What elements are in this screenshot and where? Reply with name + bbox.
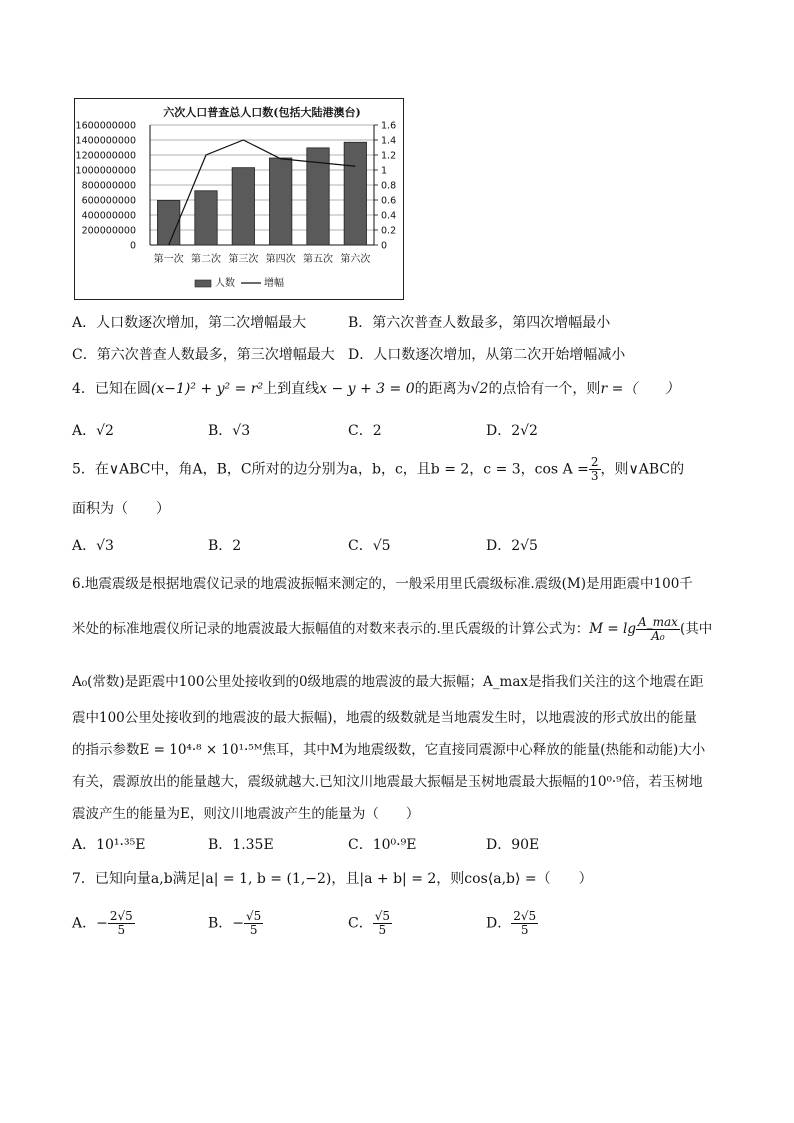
q7-option-b-fraction bbox=[244, 910, 263, 937]
x-tick-label: 第三次 bbox=[228, 254, 259, 265]
population-chart-svg bbox=[75, 99, 402, 298]
q4-option-a[interactable]: A．√2 bbox=[72, 423, 114, 439]
q5-option-b[interactable]: B．2 bbox=[208, 538, 242, 554]
legend-bar-label: 人数 bbox=[215, 278, 235, 289]
q7-option-a-den: 5 bbox=[117, 923, 126, 937]
right-tick-label: 0 bbox=[381, 240, 388, 252]
q7-option-b-den: 5 bbox=[249, 923, 258, 937]
q5-option-a[interactable]: A．√3 bbox=[72, 538, 114, 554]
bar-3 bbox=[232, 168, 254, 245]
q6-option-d[interactable]: D．90E bbox=[486, 837, 540, 853]
q6-line4: 震中100公里处接收到的地震波的最大振幅)，地震的级数就是当地震发生时，以地震波的形式放出的能量 bbox=[72, 710, 698, 726]
q7-option-b-sign: B．− bbox=[208, 915, 245, 932]
q4-text-3: 的距离为 bbox=[414, 381, 471, 397]
q6-line5: 的指示参数E = 10⁴·⁸ × 10¹·⁵ᴹ焦耳，其中M为地震级数，它直接同震源中心释放的能量(热能和动能)大小 bbox=[72, 742, 706, 758]
q5-cos-fraction bbox=[589, 456, 601, 483]
q4-text-4: 的点恰有一个，则 bbox=[488, 381, 601, 397]
q7-option-a-fraction bbox=[108, 910, 135, 937]
q4-option-d[interactable]: D．2√2 bbox=[486, 423, 538, 439]
right-tick-label: 0.2 bbox=[381, 225, 397, 237]
right-tick-label: 1 bbox=[381, 165, 388, 177]
legend-line-label: 增幅 bbox=[264, 278, 284, 289]
q5-frac-num: 2 bbox=[590, 455, 599, 469]
q7-option-d-sign: D． bbox=[486, 915, 512, 932]
population-chart bbox=[74, 98, 404, 300]
q5-stem-line2: 面积为（ ） bbox=[72, 501, 170, 517]
legend-bar-swatch bbox=[195, 280, 211, 287]
q7-option-d-num: 2√5 bbox=[513, 909, 537, 923]
x-tick-label: 第四次 bbox=[265, 254, 296, 265]
q5-option-d[interactable]: D．2√5 bbox=[486, 538, 538, 554]
q4-text-1: 4．已知在圆 bbox=[72, 381, 151, 397]
q7-option-a[interactable] bbox=[72, 910, 135, 937]
right-tick-label: 1.4 bbox=[381, 135, 397, 147]
right-tick-label: 1.2 bbox=[381, 150, 397, 162]
q7-stem: 7．已知向量a,b满足|a| = 1, b = (1,−2)，且|a + b| = 2，则cos⟨a,b⟩ =（ ） bbox=[72, 871, 593, 887]
q6-formula-den: A₀ bbox=[651, 629, 665, 643]
x-tick-label: 第六次 bbox=[340, 254, 371, 265]
left-tick-label: 1600000000 bbox=[75, 120, 136, 132]
right-tick-label: 0.6 bbox=[381, 195, 397, 207]
q4-line-eq: x − y + 3 = 0 bbox=[319, 381, 415, 397]
q4-option-c[interactable]: C．2 bbox=[348, 423, 382, 439]
q7-option-b[interactable] bbox=[208, 910, 263, 937]
left-tick-label: 0 bbox=[129, 240, 136, 252]
q6-line7: 震波产生的能量为E，则汶川地震波产生的能量为（ ） bbox=[72, 806, 420, 822]
q4-text-2: 上到直线 bbox=[263, 381, 320, 397]
q5-text-1: 5．在∨ABC中，角A，B，C所对的边分别为a，b，c，且b = 2，c = 3，cos A = bbox=[72, 461, 589, 478]
q7-option-b-num: √5 bbox=[246, 909, 262, 923]
left-tick-label: 1200000000 bbox=[75, 150, 136, 162]
q5-option-c[interactable]: C．√5 bbox=[348, 538, 391, 554]
q7-option-a-sign: A．− bbox=[72, 915, 108, 932]
bar-2 bbox=[195, 191, 217, 245]
q6-line1: 6.地震震级是根据地震仪记录的地震波振幅来测定的，一般采用里氏震级标准.震级(M)是用距震中100千 bbox=[72, 576, 693, 592]
q4-text-5: r =（ ） bbox=[600, 381, 680, 397]
bar-1 bbox=[157, 200, 179, 245]
q6-formula-num: A_max bbox=[637, 615, 678, 629]
right-tick-label: 0.8 bbox=[381, 180, 397, 192]
q5-stem-line1 bbox=[72, 456, 684, 483]
q6-option-a[interactable]: A．10¹·³⁵E bbox=[72, 837, 146, 853]
q7-option-a-num: 2√5 bbox=[109, 909, 133, 923]
x-tick-label: 第五次 bbox=[303, 254, 333, 265]
q4-circle-eq: (x−1)² + y² = r² bbox=[150, 381, 264, 397]
left-tick-label: 800000000 bbox=[81, 180, 136, 192]
q7-option-d[interactable] bbox=[486, 910, 538, 937]
q5-frac-den: 3 bbox=[590, 469, 599, 483]
q3-option-c[interactable]: C．第六次普查人数最多，第三次增幅最大 bbox=[72, 347, 335, 363]
left-tick-label: 400000000 bbox=[81, 210, 136, 222]
q7-option-c-fraction bbox=[373, 910, 392, 937]
q4-option-b[interactable]: B．√3 bbox=[208, 423, 251, 439]
chart-title: 六次人口普查总人口数(包括大陆港澳台) bbox=[163, 106, 361, 119]
left-tick-label: 1000000000 bbox=[75, 165, 136, 177]
left-tick-label: 1400000000 bbox=[75, 135, 136, 147]
q6-option-c[interactable]: C．10⁰·⁹E bbox=[348, 837, 417, 853]
q6-line6: 有关，震源放出的能量越大，震级就越大.已知汶川地震最大振幅是玉树地震最大振幅的10⁰·⁹倍，若玉树地 bbox=[72, 774, 703, 790]
q7-option-c-sign: C． bbox=[348, 915, 373, 932]
q6-text-2: 米处的标准地震仪所记录的地震波最大振幅值的对数来表示的.里氏震级的计算公式为： bbox=[72, 621, 590, 637]
q6-option-b[interactable]: B．1.35E bbox=[208, 837, 274, 853]
x-tick-label: 第一次 bbox=[153, 254, 184, 265]
q6-formula-lhs: M = lg bbox=[589, 621, 636, 637]
q3-option-a[interactable]: A．人口数逐次增加，第二次增幅最大 bbox=[72, 315, 307, 331]
q7-option-d-fraction bbox=[511, 910, 538, 937]
q3-option-b[interactable]: B．第六次普查人数最多，第四次增幅最小 bbox=[348, 315, 611, 331]
q6-text-2-end: (其中 bbox=[679, 621, 713, 637]
right-tick-label: 0.4 bbox=[381, 210, 397, 222]
q7-option-c[interactable] bbox=[348, 910, 392, 937]
q4-stem bbox=[72, 378, 679, 398]
q7-option-d-den: 5 bbox=[520, 923, 529, 937]
x-tick-label: 第二次 bbox=[191, 254, 221, 265]
left-tick-label: 200000000 bbox=[81, 225, 136, 237]
q6-line3: A₀(常数)是距震中100公里处接收到的0级地震的地震波的最大振幅；A_max是指我们关注的这个地震在距 bbox=[72, 674, 704, 690]
q6-formula-fraction bbox=[636, 616, 680, 643]
q5-text-1-end: ，则∨ABC的 bbox=[600, 461, 685, 478]
q7-option-c-num: √5 bbox=[374, 909, 390, 923]
right-tick-label: 1.6 bbox=[381, 120, 397, 132]
bar-6 bbox=[344, 142, 366, 245]
q3-option-d[interactable]: D．人口数逐次增加，从第二次开始增幅减小 bbox=[348, 347, 626, 363]
q6-line2 bbox=[72, 616, 712, 643]
q7-option-c-den: 5 bbox=[378, 923, 387, 937]
q4-distance: √2 bbox=[470, 381, 489, 397]
left-tick-label: 600000000 bbox=[81, 195, 136, 207]
bar-4 bbox=[269, 158, 291, 245]
